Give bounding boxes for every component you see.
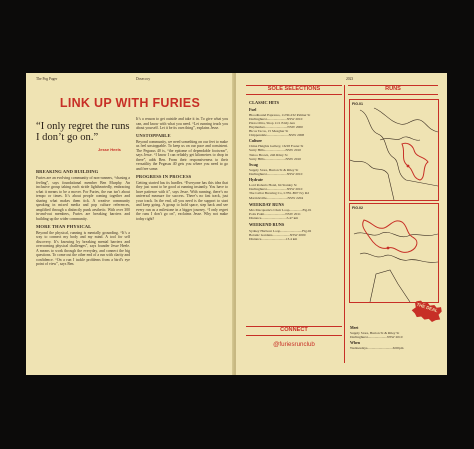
listing-line: Bicos Tacos, 15 Meagher St	[249, 129, 289, 134]
listing-line: Haymarket..........................NSW 2000	[249, 124, 303, 129]
header-left: The Pog Pager	[36, 77, 58, 81]
category-name: Fuel	[249, 107, 257, 112]
left-page	[26, 73, 234, 375]
meet-label: Meet	[350, 326, 359, 330]
body-paragraph: Beyond community, we need something on our feet to make us feel unstoppable. To keep us on our pace and consistent. The Pegasus 40 is, “the epitome of dependable footwear”, says Jesse. “I know I can reliably get kilometres to drop in there”, adds Ben. From their responsiveness to their versatility the Pegasus 40 gets you where you need to go and free some.	[136, 139, 228, 171]
badge-label: THE DEAL	[416, 301, 439, 314]
listing-line: Darlinghurst.......................NSW 2010	[249, 116, 303, 121]
header-center: Dosecocy	[136, 77, 151, 81]
listings	[249, 98, 341, 241]
weekend-runs-heading: WEEKEND RUNS	[249, 222, 285, 228]
fig-02-label: FIG.02	[352, 206, 363, 210]
quote-attribution: Jesse Heels	[98, 147, 121, 152]
listing-line: Darlinghurst.......................NSW 2010	[249, 187, 303, 192]
weekday-run-line: Potts Point........................NSW 2011	[249, 212, 301, 217]
when-line: Wednesdays.............................6:00pm	[350, 345, 404, 350]
listing-line: Darlinghurst.......................NSW 2010	[249, 172, 303, 176]
social-handle[interactable]: @furiesrunclub	[273, 341, 315, 348]
listing-line: The Cellar Brewing Co, L7B1-B07 Ivy Rd	[249, 191, 309, 196]
listing-line: Marrickville........................NSW 2204	[249, 195, 304, 200]
right-page	[236, 73, 447, 375]
body-paragraph: It’s a reason to get outside and take it in. To give what you can, and know with what you need. “Let running teach you about yourself. Let it be its own thing”, explains Jesse.	[136, 117, 228, 131]
weekend-run-line: Botanic Gardens....................NSW 2000	[249, 233, 306, 238]
classic-hits-heading: CLASSIC HITS	[249, 100, 279, 105]
connect-title: CONNECT	[280, 327, 308, 333]
section-heading: BREAKING AND BUILDING	[36, 169, 99, 174]
article-column-2	[136, 117, 228, 223]
listing-line: Pizza Oltra, Shop 11/1 Eddy Ave	[249, 120, 296, 125]
body-paragraph: Beyond the physical, running is mentally grounding. “It’s a way to connect my body and my mind. A tool for self discovery. It’s knowing by breaking mental barriers and overcoming physical challenges”, says founder Jesse Heele. A means to work through the everyday, and connect the big questions. To come out the other end of a run with clarity and confidence. “On a run I tackle problems from a bird’s eye point of view”, says Ben.	[36, 230, 130, 267]
category-name: Culture	[249, 139, 262, 144]
category-name: Swag	[249, 162, 258, 167]
body-paragraph: Furies are an evolving community of non-runners, “chasing a feeling”, says foundational member Ben Murphy. An inclusive group taking each stride lightheartedly, embracing what it means to be a mover. For Furies, the run isn’t about tempo or times. It’s about people coming together and sharing what makes them tick. A creative community speaking in mixed media and pop culture references, amplified through a distinctly punk aesthetic. With over 300 in-and-out members, Furies are breaking barriers and building up the wider community.	[36, 176, 130, 221]
runs-title: RUNS	[385, 86, 401, 92]
weekend-run-line: Sydney Harbour Loop.........................Fig.02	[249, 228, 312, 233]
header-year: 2023	[346, 77, 354, 81]
section-heading: MORE THAN PHYSICAL	[36, 223, 92, 229]
sole-selections-title: SOLE SELECTIONS	[267, 86, 321, 92]
pull-quote: “I only regret the runs I don’t go on.”	[36, 121, 130, 143]
map-02-drawing	[350, 204, 438, 302]
fig-01-label: FIG.01	[352, 102, 363, 106]
listing-line: Surry Hills........................NSW 2010	[249, 148, 302, 153]
body-paragraph: Getting started has its hurdles. “Everyone has this idea that they just want to be good at running instantly. You have to have patience with it”, says Jesse. With running, there’s no universal measure for success. There’s no fast track, just your track. In the end, all you need is the support to start and keep going. A group to hold space, step back and see every run as a milestone in a bigger journey. “I only regret the runs I don’t go on”, exclaims Jesse. Why not make today right?	[136, 180, 228, 221]
when-label: When	[350, 340, 360, 345]
section-heading: PROGRESS IN PROCESS	[136, 173, 192, 179]
map-01-drawing	[350, 100, 438, 200]
category-name: Hydrate	[249, 178, 263, 183]
rule	[246, 335, 342, 336]
article-title: LINK UP WITH FURIES	[59, 96, 201, 110]
map-fig-01	[349, 99, 439, 201]
listing-line: Bloodhound Espresso, 1/230-232 Palmer St	[249, 112, 311, 117]
listing-line: Tattoo Brown, 246 Riley St	[249, 152, 288, 157]
weekday-runs-heading: WEEKDAY RUNS	[249, 201, 284, 207]
meet-block	[350, 324, 438, 350]
listing-line: Supply Store, Burton St & Riley St	[249, 167, 299, 172]
map-fig-02	[349, 203, 439, 303]
article-column-1	[36, 167, 130, 269]
rule	[246, 94, 342, 95]
rule	[348, 94, 438, 95]
listing-line: Surry Hills........................NSW 2010	[249, 156, 302, 161]
listing-line: Chippendale.........................NSW 2008	[249, 133, 305, 138]
meet-line-2: Darlinghurst......................NSW 2010	[350, 334, 403, 339]
weekend-run-line: Distance............................13.4 km	[249, 237, 298, 242]
weekday-run-line: Distance.............................5.47 km	[249, 216, 299, 221]
listing-line: China Heights Gallery, 16/28 Foster St	[249, 144, 304, 149]
weekday-run-line: Mrs Macquarie's Chair Loop...............Fig.01	[249, 208, 312, 213]
section-heading: UNSTOPPABLE	[136, 132, 171, 138]
listing-line: Lord Roberts Hotel, 64 Stanley St	[249, 183, 297, 188]
column-divider	[344, 85, 345, 363]
meet-line-1: Supply Store, Burton St & Riley St	[350, 330, 400, 335]
